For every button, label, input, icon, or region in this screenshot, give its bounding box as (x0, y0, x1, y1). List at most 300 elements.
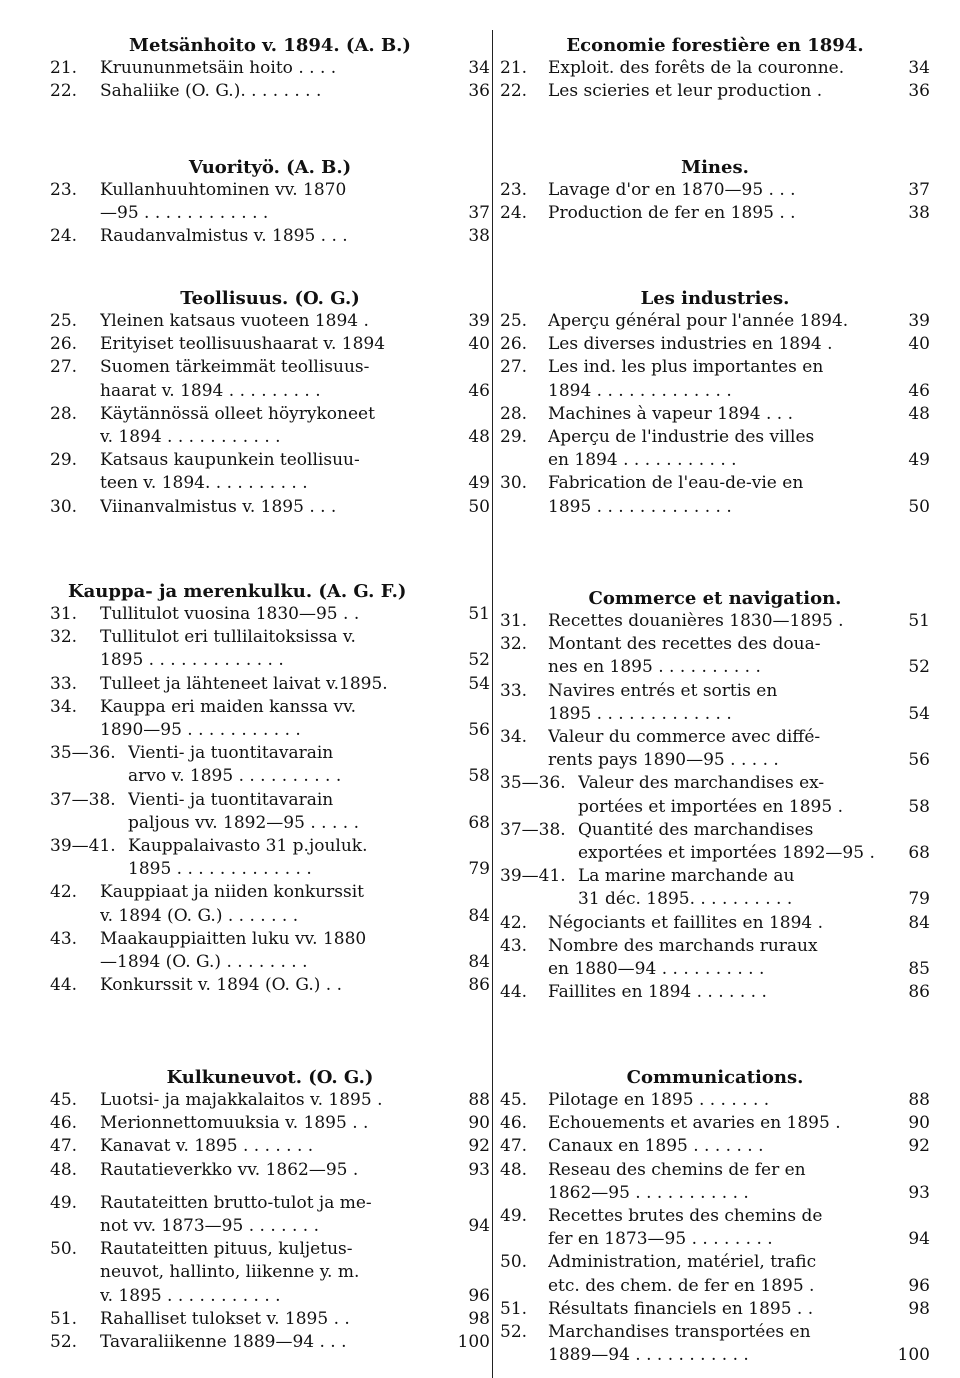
entry-title: Kanavat v. 1895 . . . . . . . (100, 1136, 314, 1157)
entry-title: Canaux en 1895 . . . . . . . (548, 1136, 764, 1157)
toc-entry-line (50, 1331, 490, 1354)
entry-number: 52. (50, 1332, 78, 1353)
toc-entry-line (50, 1089, 490, 1112)
toc-entry-line (50, 1159, 490, 1182)
entry-title: Kauppiaat ja niiden konkurssit (100, 882, 364, 903)
entry-number: 33. (500, 680, 528, 701)
entry-title: Recettes douanières 1830—1895 . (548, 611, 844, 631)
entry-title: Echouements et avaries en 1895 . (548, 1113, 841, 1134)
entry-title: Konkurssit v. 1894 (O. G.) . . (100, 975, 342, 996)
toc-entry-line (50, 928, 490, 951)
entry-number: 45. (500, 1090, 528, 1110)
entry-title: Raudanvalmistus v. 1895 . . . (100, 226, 348, 247)
page-number: 90 (468, 1113, 490, 1134)
entry-title: 1862—95 . . . . . . . . . . . (548, 1182, 749, 1203)
page-number: 58 (908, 796, 930, 817)
toc-entry-line (50, 1308, 490, 1331)
entry-number: 48. (500, 1159, 528, 1180)
entry-title: 1895 . . . . . . . . . . . . . (100, 650, 284, 671)
entry-number: 46. (500, 1113, 528, 1134)
entry-number: 25. (500, 311, 528, 331)
toc-entry-line (50, 333, 490, 356)
entry-number: 44. (50, 975, 78, 996)
entry-number: 50. (50, 1239, 78, 1260)
entry-number: 33. (50, 673, 78, 694)
toc-entry-line (50, 742, 490, 765)
toc-entry-line (50, 1285, 490, 1308)
toc-entry-line (500, 1205, 930, 1228)
entry-title: Kauppa eri maiden kanssa vv. (100, 696, 357, 717)
page-number: 56 (908, 750, 930, 771)
toc-entry-line (500, 1112, 930, 1135)
toc-entry-line (500, 496, 930, 519)
toc-entry-line (50, 789, 490, 812)
toc-entry-line (50, 974, 490, 997)
entry-title: 1890—95 . . . . . . . . . . . (100, 720, 301, 741)
page-number: 48 (908, 403, 930, 424)
entry-title: teen v. 1894. . . . . . . . . . (100, 473, 308, 494)
toc-entry-line (500, 633, 930, 656)
section-heading: Commerce et navigation. (588, 588, 842, 609)
entry-number: 44. (500, 982, 528, 1003)
entry-number: 35—36. (500, 773, 566, 794)
toc-entry-line (500, 796, 930, 819)
entry-number: 50. (500, 1252, 528, 1273)
toc-entry-line (500, 380, 930, 403)
entry-number: 51. (50, 1308, 78, 1329)
toc-entry-line (500, 888, 930, 911)
page-number: 37 (468, 203, 490, 224)
entry-title: Marchandises transportées en (548, 1322, 811, 1343)
toc-entry-line (50, 765, 490, 788)
entry-title: Production de fer en 1895 . . (548, 203, 796, 224)
toc-entry-line (500, 449, 930, 472)
page-number: 100 (457, 1332, 490, 1353)
toc-entry-line (500, 1159, 930, 1182)
entry-title: v. 1895 . . . . . . . . . . . (100, 1285, 281, 1306)
entry-title: en 1894 . . . . . . . . . . . (548, 450, 737, 471)
toc-entry-line (50, 1238, 490, 1261)
toc-entry-line (500, 865, 930, 888)
page-number: 51 (908, 611, 930, 631)
toc-entry-line (50, 426, 490, 449)
entry-number: 32. (50, 627, 78, 648)
entry-number: 25. (50, 311, 78, 331)
toc-entry-line (500, 703, 930, 726)
entry-number: 22. (500, 81, 528, 102)
entry-number: 30. (50, 496, 78, 517)
column-divider (492, 30, 493, 1378)
page-number: 100 (897, 1345, 930, 1366)
entry-number: 43. (500, 935, 528, 956)
entry-number: 45. (50, 1090, 78, 1110)
toc-entry-line (500, 1228, 930, 1251)
toc-entry-line (500, 981, 930, 1004)
toc-entry-line (50, 179, 490, 202)
page-number: 79 (908, 889, 930, 910)
page-number: 52 (468, 650, 490, 671)
toc-entry-line (500, 403, 930, 426)
toc-entry-line (50, 380, 490, 403)
page-number: 84 (468, 905, 490, 926)
page-number: 49 (468, 473, 490, 494)
page-number: 85 (908, 959, 930, 980)
entry-title: paljous vv. 1892—95 . . . . . (128, 812, 359, 833)
toc-section (500, 156, 930, 225)
page-number: 98 (468, 1308, 490, 1329)
entry-number: 31. (50, 604, 78, 624)
toc-entry-line (50, 812, 490, 835)
toc-entry-line (500, 1251, 930, 1274)
entry-title: Kullanhuuhtominen vv. 1870 (100, 180, 347, 200)
entry-title: Valeur des marchandises ex- (578, 773, 825, 794)
page-number: 50 (468, 496, 490, 517)
entry-number: 48. (50, 1159, 78, 1180)
toc-entry-line (500, 1344, 930, 1367)
entry-title: 31 déc. 1895. . . . . . . . . . (578, 889, 793, 910)
entry-title: Tulleet ja lähteneet laivat v.1895. (100, 673, 388, 694)
entry-title: Tullitulot vuosina 1830—95 . . (100, 604, 360, 624)
toc-entry-line (500, 310, 930, 333)
toc-entry-line (50, 719, 490, 742)
toc-entry-line (500, 426, 930, 449)
toc-entry-line (500, 1298, 930, 1321)
toc-entry-line (500, 333, 930, 356)
entry-number: 26. (500, 334, 528, 355)
entry-title: v. 1894 (O. G.) . . . . . . . (100, 905, 299, 926)
page-number: 36 (908, 81, 930, 102)
page-number: 54 (468, 673, 490, 694)
entry-title: Sahaliike (O. G.). . . . . . . . (100, 81, 322, 102)
page-number: 92 (908, 1136, 930, 1157)
toc-entry-line (50, 835, 490, 858)
entry-title: Erityiset teollisuushaarat v. 1894 (100, 334, 386, 355)
entry-title: Rahalliset tulokset v. 1895 . . (100, 1308, 350, 1329)
page-number: 50 (908, 496, 930, 517)
page-number: 36 (468, 81, 490, 102)
section-heading: Les industries. (640, 288, 790, 309)
toc-entry-line (500, 1321, 930, 1344)
entry-title: fer en 1873—95 . . . . . . . . (548, 1229, 773, 1250)
entry-number: 28. (500, 403, 528, 424)
entry-title: Les scieries et leur production . (548, 81, 823, 102)
entry-title: —95 . . . . . . . . . . . . (100, 203, 269, 224)
toc-entry-line (50, 951, 490, 974)
entry-number: 27. (500, 357, 528, 378)
section-heading: Vuorityö. (A. B.) (188, 157, 352, 178)
toc-entry-line (50, 696, 490, 719)
entry-number: 37—38. (50, 789, 116, 810)
page-number: 96 (908, 1275, 930, 1296)
toc-entry-line (50, 1261, 490, 1284)
entry-title: nes en 1895 . . . . . . . . . . (548, 657, 761, 678)
entry-title: Käytännössä olleet höyrykoneet (100, 403, 375, 424)
page-number: 94 (468, 1216, 490, 1237)
page-number: 37 (908, 180, 930, 200)
entry-number: 42. (50, 882, 78, 903)
section-heading: Communications. (626, 1067, 804, 1088)
page-number: 46 (468, 380, 490, 401)
toc-entry-line (50, 225, 490, 248)
toc-entry-line (500, 179, 930, 202)
entry-title: Viinanvalmistus v. 1895 . . . (100, 496, 337, 517)
section-heading: Kauppa- ja merenkulku. (A. G. F.) (68, 581, 407, 602)
toc-entry-line (500, 1135, 930, 1158)
toc-entry-line (500, 842, 930, 865)
entry-number: 22. (50, 81, 78, 102)
toc-entry-line (50, 649, 490, 672)
entry-number: 47. (50, 1136, 78, 1157)
page-number: 94 (908, 1229, 930, 1250)
toc-entry-line (50, 496, 490, 519)
toc-entry-line (500, 819, 930, 842)
entry-number: 31. (500, 611, 528, 631)
toc-entry-line (500, 749, 930, 772)
entry-number: 24. (500, 203, 528, 224)
toc-section (50, 34, 490, 103)
entry-title: Les ind. les plus importantes en (548, 357, 824, 378)
entry-title: Quantité des marchandises (578, 819, 814, 840)
entry-number: 39—41. (50, 836, 116, 857)
entry-number: 49. (500, 1206, 528, 1227)
page-number: 93 (908, 1182, 930, 1203)
entry-title: 1889—94 . . . . . . . . . . . (548, 1345, 749, 1366)
entry-number: 52. (500, 1322, 528, 1343)
toc-entry-line (500, 1182, 930, 1205)
toc-entry-line (500, 1275, 930, 1298)
entry-title: 1895 . . . . . . . . . . . . . (548, 496, 732, 517)
toc-entry-line (50, 1135, 490, 1158)
entry-number: 29. (50, 450, 78, 471)
page-number: 88 (468, 1090, 490, 1110)
section-heading: Kulkuneuvot. (O. G.) (166, 1067, 374, 1088)
entry-title: 1895 . . . . . . . . . . . . . (548, 703, 732, 724)
toc-entry-line (500, 610, 930, 633)
toc-section (50, 1066, 490, 1354)
toc-entry-line (50, 57, 490, 80)
entry-title: 1895 . . . . . . . . . . . . . (128, 859, 312, 880)
toc-section (50, 287, 490, 519)
entry-title: Kauppalaivasto 31 p.jouluk. (128, 836, 368, 857)
entry-title: Yleinen katsaus vuoteen 1894 . (100, 311, 369, 331)
toc-entry-line (50, 1112, 490, 1135)
entry-title: Vienti- ja tuontitavarain (128, 789, 334, 810)
entry-title: Aperçu général pour l'année 1894. (548, 311, 849, 331)
section-heading: Mines. (681, 157, 749, 178)
entry-title: Kruununmetsäin hoito . . . . (100, 58, 337, 78)
toc-entry-line (50, 881, 490, 904)
page-number: 96 (468, 1285, 490, 1306)
toc-section (50, 580, 490, 997)
section-heading: Teollisuus. (O. G.) (180, 288, 360, 309)
entry-title: Navires entrés et sortis en (548, 680, 778, 701)
toc-entry-line (500, 472, 930, 495)
page-number: 58 (468, 766, 490, 787)
toc-section (500, 287, 930, 519)
toc-entry-line (500, 912, 930, 935)
page-number: 92 (468, 1136, 490, 1157)
toc-entry-line (500, 656, 930, 679)
entry-number: 34. (50, 696, 78, 717)
entry-title: Luotsi- ja majakkalaitos v. 1895 . (100, 1090, 383, 1110)
entry-title: Faillites en 1894 . . . . . . . (548, 982, 767, 1003)
section-heading: Economie forestière en 1894. (566, 35, 864, 56)
entry-title: 1894 . . . . . . . . . . . . . (548, 380, 732, 401)
entry-title: La marine marchande au (578, 866, 795, 887)
toc-entry-line (50, 449, 490, 472)
entry-number: 21. (500, 58, 528, 78)
entry-title: portées et importées en 1895 . (578, 796, 843, 817)
entry-title: Recettes brutes des chemins de (548, 1206, 823, 1227)
entry-title: en 1880—94 . . . . . . . . . . (548, 959, 765, 980)
page-number: 49 (908, 450, 930, 471)
entry-title: arvo v. 1895 . . . . . . . . . . (128, 766, 342, 787)
page-number: 34 (468, 58, 490, 78)
entry-number: 23. (500, 180, 528, 200)
entry-number: 24. (50, 226, 78, 247)
entry-title: Valeur du commerce avec diffé- (548, 727, 821, 748)
entry-title: Administration, matériel, trafic (548, 1252, 817, 1273)
toc-entry-line (500, 726, 930, 749)
toc-entry-line (500, 958, 930, 981)
toc-section (500, 587, 930, 1004)
entry-title: Lavage d'or en 1870—95 . . . (548, 180, 796, 200)
toc-entry-line (50, 905, 490, 928)
page-number: 38 (468, 226, 490, 247)
entry-number: 43. (50, 928, 78, 949)
toc-section (500, 1066, 930, 1367)
entry-number: 30. (500, 473, 528, 494)
entry-title: neuvot, hallinto, liikenne y. m. (100, 1262, 360, 1283)
entry-title: not vv. 1873—95 . . . . . . . (100, 1216, 319, 1237)
entry-number: 47. (500, 1136, 528, 1157)
toc-entry-line (500, 680, 930, 703)
toc-entry-line (500, 202, 930, 225)
page-number: 88 (908, 1090, 930, 1110)
page-number: 93 (468, 1159, 490, 1180)
entry-title: Rautateitten brutto-tulot ja me- (100, 1192, 372, 1213)
entry-number: 29. (500, 427, 528, 448)
entry-number: 49. (50, 1192, 78, 1213)
toc-entry-line (500, 1089, 930, 1112)
page-number: 68 (468, 812, 490, 833)
entry-number: 21. (50, 58, 78, 78)
entry-title: Maakauppiaitten luku vv. 1880 (100, 928, 367, 949)
toc-entry-line (50, 603, 490, 626)
entry-title: haarat v. 1894 . . . . . . . . . (100, 380, 321, 401)
entry-title: Les diverses industries en 1894 . (548, 334, 833, 355)
page-number: 84 (908, 912, 930, 933)
toc-entry-line (500, 356, 930, 379)
entry-title: Merionnettomuuksia v. 1895 . . (100, 1113, 369, 1134)
entry-title: v. 1894 . . . . . . . . . . . (100, 427, 281, 448)
toc-entry-line (50, 472, 490, 495)
entry-number: 26. (50, 334, 78, 355)
toc-entry-line (50, 310, 490, 333)
entry-title: Tavaraliikenne 1889—94 . . . (100, 1332, 347, 1353)
entry-title: Résultats financiels en 1895 . . (548, 1298, 814, 1319)
entry-title: rents pays 1890—95 . . . . . (548, 750, 779, 771)
entry-title: etc. des chem. de fer en 1895 . (548, 1275, 815, 1296)
entry-title: Aperçu de l'industrie des villes (548, 427, 815, 448)
section-heading: Metsänhoito v. 1894. (A. B.) (129, 35, 411, 56)
toc-entry-line (50, 1215, 490, 1238)
entry-title: Suomen tärkeimmät teollisuus- (100, 357, 370, 378)
entry-title: Montant des recettes des doua- (548, 634, 821, 655)
toc-section (50, 156, 490, 249)
page-number: 84 (468, 952, 490, 973)
page-number: 86 (908, 982, 930, 1003)
entry-number: 35—36. (50, 743, 116, 764)
toc-entry-line (50, 1192, 490, 1215)
toc-entry-line (50, 626, 490, 649)
entry-title: Pilotage en 1895 . . . . . . . (548, 1090, 770, 1110)
entry-number: 51. (500, 1298, 528, 1319)
entry-number: 32. (500, 634, 528, 655)
entry-title: Négociants et faillites en 1894 . (548, 912, 824, 933)
toc-entry-line (500, 935, 930, 958)
page-number: 46 (908, 380, 930, 401)
toc-section (500, 34, 930, 103)
entry-title: Machines à vapeur 1894 . . . (548, 403, 793, 424)
entry-title: Fabrication de l'eau-de-vie en (548, 473, 804, 494)
page-number: 39 (908, 311, 930, 331)
page-number: 98 (908, 1298, 930, 1319)
entry-number: 28. (50, 403, 78, 424)
entry-title: Tullitulot eri tullilaitoksissa v. (100, 627, 356, 648)
toc-entry-line (500, 57, 930, 80)
page-number: 68 (908, 843, 930, 864)
entry-title: Exploit. des forêts de la couronne. (548, 58, 845, 78)
entry-title: Nombre des marchands ruraux (548, 935, 818, 956)
page-number: 48 (468, 427, 490, 448)
entry-title: Rautateitten pituus, kuljetus- (100, 1239, 353, 1260)
page-number: 90 (908, 1113, 930, 1134)
entry-title: Katsaus kaupunkein teollisuu- (100, 450, 360, 471)
entry-number: 34. (500, 727, 528, 748)
entry-number: 37—38. (500, 819, 566, 840)
toc-entry-line (500, 80, 930, 103)
entry-number: 27. (50, 357, 78, 378)
page-number: 39 (468, 311, 490, 331)
toc-entry-line (50, 403, 490, 426)
toc-entry-line (50, 858, 490, 881)
page-number: 54 (908, 703, 930, 724)
entry-title: Vienti- ja tuontitavarain (128, 743, 334, 764)
entry-number: 39—41. (500, 866, 566, 887)
entry-title: Rautatieverkko vv. 1862—95 . (100, 1159, 359, 1180)
page-number: 86 (468, 975, 490, 996)
entry-title: Reseau des chemins de fer en (548, 1159, 806, 1180)
page-number: 40 (908, 334, 930, 355)
entry-title: exportées et importées 1892—95 . (578, 843, 875, 864)
entry-number: 23. (50, 180, 78, 200)
entry-number: 42. (500, 912, 528, 933)
entry-number: 46. (50, 1113, 78, 1134)
toc-entry-line (50, 673, 490, 696)
page-number: 34 (908, 58, 930, 78)
page-number: 79 (468, 859, 490, 880)
entry-title: —1894 (O. G.) . . . . . . . . (100, 952, 308, 973)
page-number: 51 (468, 604, 490, 624)
toc-entry-line (50, 356, 490, 379)
toc-entry-line (500, 772, 930, 795)
page-number: 56 (468, 720, 490, 741)
page-number: 52 (908, 657, 930, 678)
toc-entry-line (50, 80, 490, 103)
page-number: 40 (468, 334, 490, 355)
toc-entry-line (50, 202, 490, 225)
